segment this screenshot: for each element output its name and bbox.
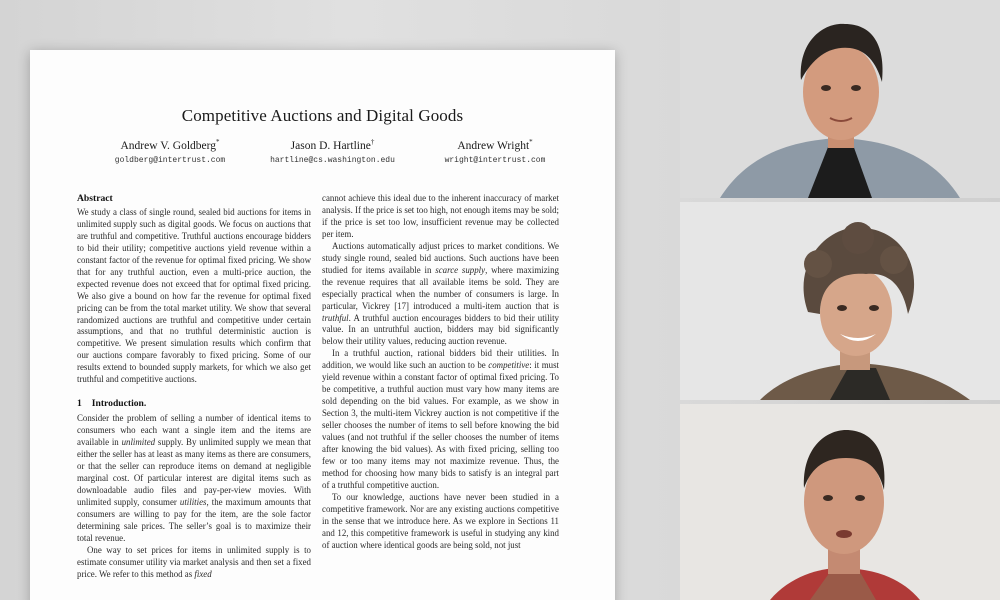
right-paragraph-1: cannot achieve this ideal due to the inherent inaccuracy of market analysis. If the price is set too high, not enough items may be sold; if the price is set too low, insufficient revenue may be collected per item. <box>322 193 559 239</box>
author-2 <box>253 138 413 165</box>
section-title: Introduction. <box>91 398 147 410</box>
intro-paragraph-1: Consider the problem of selling a number of identical items to consumers who each want a single item and the items are available in unlimited supply. By unlimited supply we mean that either the seller has at least as many items as there are consumers, or that the seller can reproduce items on demand at negligible marginal cost. Of particular interest are digital items such as downloadable audio files and pay-per-view movies. With unlimited supply, consumer utilities, the maximum amounts that consumers are willing to pay for the item, are the sole factor determining sale prices. The seller’s goal is to maximize their total revenue. <box>77 413 312 543</box>
author-name: Andrew V. Goldberg <box>120 139 216 152</box>
abstract-text: We study a class of single round, sealed bid auctions for items in unlimited supply such as digital goods. We focus on auctions that are truthful and competitive. Truthful auctions encourage bidders to bid their utility; competitive auctions yield revenue within a constant factor of the revenue for optimal fixed pricing. We show that for any truthful auction, even a multi-price auction, the expected revenue does not exceed that for optimal fixed pricing. We also give a bound on how far the revenue for optimal fixed pricing can be from the total market utility. We show that several randomized auctions are truthful and competitive under certain assumptions, and that no truthful deterministic auction is competitive. We present simulation results which confirm that our auctions compare favorably to fixed pricing. Some of our results extend to bounded supply markets, for which we also get truthful and competitive auctions. <box>77 206 311 385</box>
author-email: goldberg@intertrust.com <box>114 155 226 165</box>
right-paragraph-4: To our knowledge, auctions have never been studied in a competitive framework. Nor are any existing auctions competitive in the sense that we introduce here. As we explore in Sections 11 and 12, this competitive framework is useful in studying any kind of auction where identical goods are being sold, not just <box>322 491 559 550</box>
section-heading <box>77 398 311 410</box>
left-column <box>77 193 311 581</box>
author-1 <box>90 138 250 165</box>
author-mark: * <box>529 138 533 146</box>
author-3 <box>415 138 575 165</box>
author-name: Andrew Wright <box>457 139 530 152</box>
section-number: 1 <box>77 398 82 410</box>
right-column <box>322 193 559 552</box>
author-photo-3 <box>680 404 1000 600</box>
paper-title: Competitive Auctions and Digital Goods <box>181 106 464 125</box>
author-name: Jason D. Hartline <box>290 139 371 152</box>
portrait-icon <box>680 0 1000 198</box>
paper-page <box>30 50 615 600</box>
author-email: wright@intertrust.com <box>444 155 546 165</box>
portrait-icon <box>680 404 1000 600</box>
author-mark: * <box>216 138 220 146</box>
right-paragraph-3: In a truthful auction, rational bidders bid their utilities. In addition, we would like such an auction to be competitive: it must yield revenue within a constant factor of optimal fixed pricing. To be competitive, a truthful auction must vary how many items are sold depending on the bid values. For example, as we show in Section 3, the multi-item Vickrey auction is not competitive if the seller chooses the number of items to sell before knowing the bid values (and not truthful if the seller chooses the number of items after knowing the bid values). As with fixed pricing, selling too few or too many items may not maximize revenue. Thus, the method for choosing how many bids to satisfy is an integral part of a truthful competitive auction. <box>322 348 559 490</box>
right-paragraph-2: Auctions automatically adjust prices to market conditions. We study single round, sealed bid auctions. Such auctions have been studied for items available in scarce supply, where maximizing the revenue requires that all available items be sold. They are especially practical when the number of consumers is large. In particular, Vickrey [17] introduced a multi-item auction that is truthful. A truthful auction encourages bidders to bid their utility value. In an untruthful auction, bidders may bid significantly below their utility values, reducing auction revenue. <box>322 240 559 347</box>
abstract-heading: Abstract <box>77 193 113 204</box>
author-mark: † <box>370 138 375 146</box>
portrait-icon <box>680 202 1000 400</box>
intro-paragraph-2: One way to set prices for items in unlimited supply is to estimate consumer utility via market analysis and then set a fixed price. We refer to this method as fixed <box>77 544 311 579</box>
author-photo-1 <box>680 0 1000 198</box>
author-block <box>90 138 575 165</box>
author-photo-2 <box>680 202 1000 400</box>
author-email: hartline@cs.washington.edu <box>270 155 395 165</box>
